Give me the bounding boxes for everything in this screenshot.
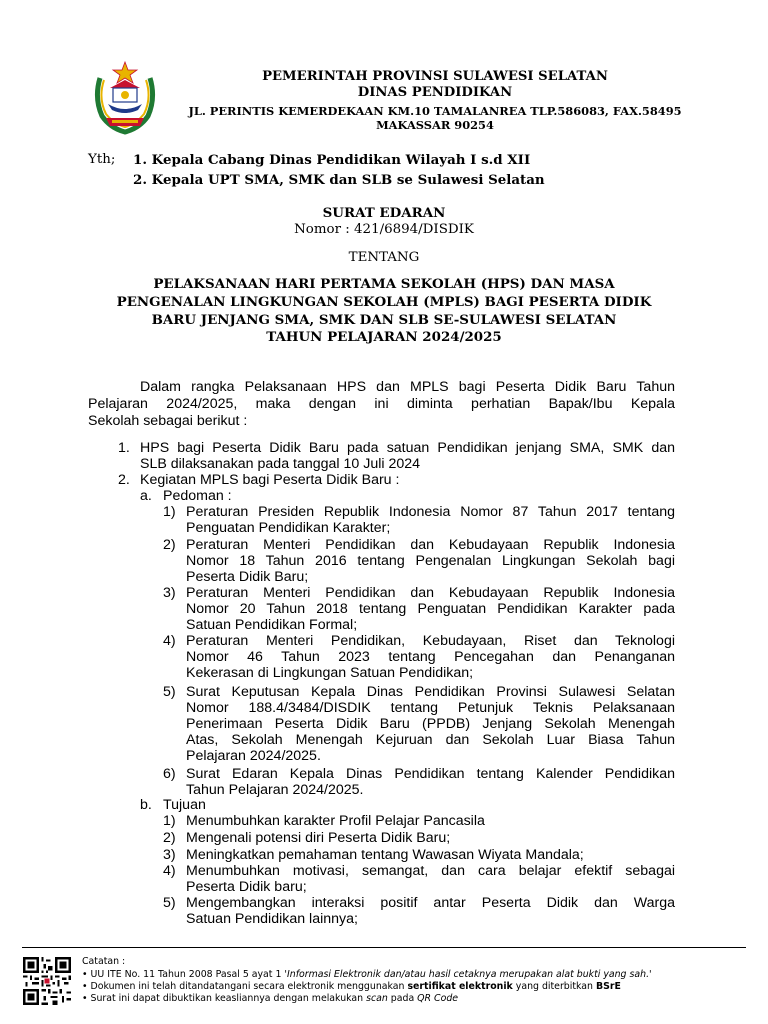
subpoint-letter: b. [140, 797, 152, 813]
list-item-line: Surat Keputusan Kepala Dinas Pendidikan Provinsi Sulawesi Selatan [186, 684, 675, 700]
addressee-1: 1. Kepala Cabang Dinas Pendidikan Wilayah I s.d XII [133, 152, 531, 168]
footer-note-text: • Surat ini dapat dibuktikan keasliannya dengan melakukan [82, 993, 367, 1004]
list-item-line: Atas, Sekolah Menengah Kejuruan dan Sekolah Luar Biasa Tahun [186, 732, 675, 748]
letterhead-government: PEMERINTAH PROVINSI SULAWESI SELATAN [262, 69, 608, 84]
point-number: 1. [118, 440, 130, 456]
list-item-line: Peserta Didik Baru; [186, 569, 309, 585]
doc-about: TENTANG [348, 250, 420, 265]
list-item-number: 5) [163, 895, 176, 911]
point-1-line: HPS bagi Peserta Didik Baru pada satuan Pendidikan jenjang SMA, SMK dan [140, 440, 675, 456]
footer-note-ite [82, 969, 652, 981]
list-item-line: Nomor 188.4/3484/DISDIK tentang Petunjuk Teknis Pelaksanaan [186, 700, 675, 716]
intro-line: Sekolah sebagai berikut : [88, 413, 248, 429]
footer-note-bold: BSrE [595, 981, 621, 992]
list-item-number: 1) [163, 813, 176, 829]
subpoint-a-title: Pedoman : [163, 488, 232, 504]
list-item-number: 4) [163, 863, 176, 879]
doc-type: SURAT EDARAN [322, 205, 446, 221]
list-item-number: 2) [163, 830, 176, 846]
list-item-line: Nomor 46 Tahun 2023 tentang Pencegahan dan Penanganan [186, 649, 675, 665]
footer-note-text: • UU ITE No. 11 Tahun 2008 Pasal 5 ayat 1 ' [82, 969, 287, 980]
footer-note-text: pada [387, 993, 418, 1004]
list-item-line: Meningkatkan pemahaman tentang Wawasan Wiyata Mandala; [186, 847, 584, 863]
addressee-2: 2. Kepala UPT SMA, SMK dan SLB se Sulawesi Selatan [133, 172, 545, 188]
footer-note-italic: QR Code [417, 993, 459, 1004]
list-item-line: Menumbuhkan motivasi, semangat, dan cara belajar efektif sebagai [186, 863, 675, 879]
intro-line: Pelajaran 2024/2025, maka dengan ini diminta perhatian Bapak/Ibu Kepala [88, 396, 675, 412]
list-item-line: Peraturan Menteri Pendidikan dan Kebudayaan Republik Indonesia [186, 585, 675, 601]
list-item-line: Satuan Pendidikan lainnya; [186, 911, 358, 927]
list-item-line: Peraturan Menteri Pendidikan dan Kebudayaan Republik Indonesia [186, 537, 675, 553]
list-item-line: Kekerasan di Lingkungan Satuan Pendidikan; [186, 665, 474, 681]
list-item-line: Peserta Didik baru; [186, 879, 307, 895]
list-item-line: Tahun Pelajaran 2024/2025. [186, 782, 364, 798]
subpoint-letter: a. [140, 488, 152, 504]
letterhead-city: MAKASSAR 90254 [376, 118, 494, 132]
list-item-line: Mengembangkan interaksi positif antar Peserta Didik dan Warga [186, 895, 675, 911]
list-item-line: Mengenali potensi diri Peserta Didik Baru; [186, 830, 451, 846]
point-number: 2. [118, 472, 130, 488]
footer-note-signature [82, 981, 621, 993]
list-item-line: Penerimaan Peserta Didik Baru (PPDB) Jenjang Sekolah Menengah [186, 716, 675, 732]
doc-number: Nomor : 421/6894/DISDIK [294, 222, 474, 237]
list-item-number: 1) [163, 504, 176, 520]
list-item-number: 4) [163, 633, 176, 649]
list-item-number: 5) [163, 684, 176, 700]
list-item-number: 2) [163, 537, 176, 553]
letterhead-address: JL. PERINTIS KEMERDEKAAN KM.10 TAMALANREA TLP.586083, FAX.58495 [188, 104, 682, 118]
footer-note-verify [82, 993, 458, 1005]
footer-heading: Catatan : [82, 956, 126, 967]
list-item-number: 6) [163, 766, 176, 782]
point-2-text: Kegiatan MPLS bagi Peserta Didik Baru : [140, 472, 400, 488]
list-item-line: Peraturan Menteri Pendidikan, Kebudayaan, Riset dan Teknologi [186, 633, 675, 649]
list-item-line: Nomor 20 Tahun 2018 tentang Penguatan Pendidikan Karakter pada [186, 601, 675, 617]
list-item-line: Penguatan Pendidikan Karakter; [186, 520, 391, 536]
subpoint-b-title: Tujuan [163, 797, 206, 813]
list-item-number: 3) [163, 585, 176, 601]
list-item-line: Peraturan Presiden Republik Indonesia Nomor 87 Tahun 2017 tentang [186, 504, 675, 520]
list-item-line: Surat Edaran Kepala Dinas Pendidikan tentang Kalender Pendidikan [186, 766, 675, 782]
footer-note-bold: sertifikat elektronik [407, 981, 513, 992]
list-item-line: Satuan Pendidikan Formal; [186, 617, 358, 633]
list-item-line: Nomor 18 Tahun 2016 tentang Pengenalan Lingkungan Sekolah bagi [186, 553, 675, 569]
doc-subject-line: PELAKSANAAN HARI PERTAMA SEKOLAH (HPS) DAN MASA [153, 276, 615, 292]
footer-note-italic: Informasi Elektronik dan/atau hasil cetaknya merupakan alat bukti yang sah.' [286, 969, 652, 980]
footer-note-text: yang diterbitkan [512, 981, 596, 992]
provincial-emblem-logo [92, 58, 158, 136]
footer-note-italic: scan [366, 993, 388, 1004]
doc-subject-line: BARU JENJANG SMA, SMK DAN SLB SE-SULAWESI SELATAN [151, 312, 617, 328]
list-item-number: 3) [163, 847, 176, 863]
intro-line: Dalam rangka Pelaksanaan HPS dan MPLS bagi Peserta Didik Baru Tahun [140, 379, 675, 395]
qr-code-icon [23, 957, 71, 1005]
point-1-line: SLB dilaksanakan pada tanggal 10 Juli 2024 [140, 456, 421, 472]
doc-subject-line: PENGENALAN LINGKUNGAN SEKOLAH (MPLS) BAGI PESERTA DIDIK [116, 294, 652, 310]
footer-note-text: • Dokumen ini telah ditandatangani secara elektronik menggunakan [82, 981, 408, 992]
letterhead-agency: DINAS PENDIDIKAN [357, 85, 513, 100]
list-item-line: Menumbuhkan karakter Profil Pelajar Pancasila [186, 813, 485, 829]
list-item-line: Pelajaran 2024/2025. [186, 748, 321, 764]
footer-divider [22, 947, 746, 948]
doc-subject-line: TAHUN PELAJARAN 2024/2025 [266, 329, 502, 345]
addressee-prefix: Yth; [88, 152, 116, 167]
